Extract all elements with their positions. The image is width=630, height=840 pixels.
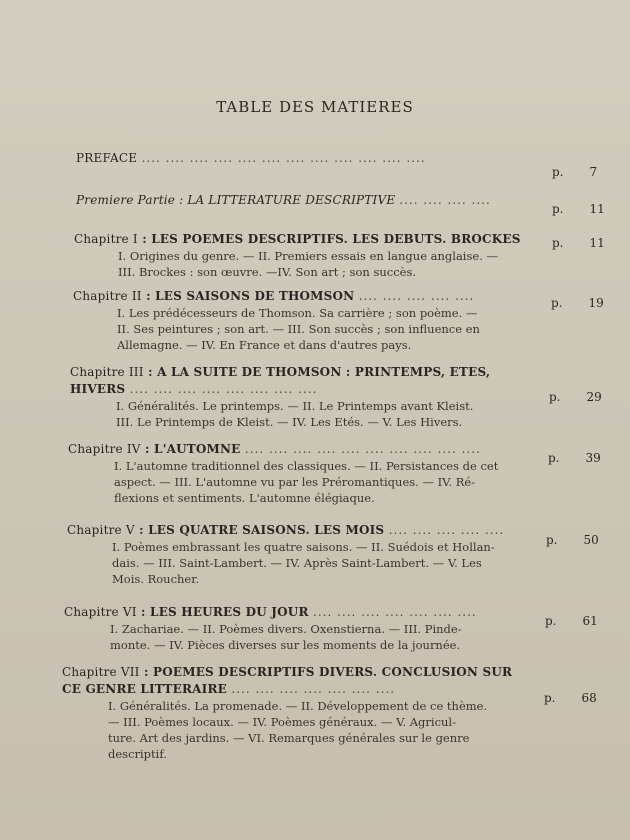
toc-page-ref	[548, 451, 601, 465]
page-number: 11	[589, 202, 605, 216]
toc-page-ref	[544, 691, 597, 705]
toc-leader-dots: .... .... .... .... ....	[358, 289, 475, 303]
toc-summary-line: III. Le Printemps de Kleist. — IV. Les Etés. — V. Les Hivers.	[116, 415, 463, 429]
page-number: 50	[583, 533, 599, 547]
toc-entry-summary	[114, 458, 498, 506]
toc-leader-dots: .... .... .... .... .... .... .... .... .... ....	[244, 442, 481, 456]
page-title: TABLE DES MATIERES	[216, 98, 414, 116]
toc-summary-line: I. Zachariae. — II. Poèmes divers. Oxenstierna. — III. Pinde-	[110, 622, 462, 636]
toc-summary-line: I. Généralités. La promenade. — II. Développement de ce thème.	[108, 699, 488, 713]
page-number: 39	[585, 451, 601, 465]
page-abbrev: p.	[546, 533, 558, 547]
toc-entry-heading	[76, 150, 426, 167]
toc-leader-dots: .... .... .... .... .... .... .... .... .... .... .... ....	[141, 151, 426, 165]
toc-entry-label: Chapitre II	[73, 289, 142, 303]
toc-entry-heading	[70, 364, 490, 398]
toc-summary-line: — III. Poèmes locaux. — IV. Poèmes généraux. — V. Agricul-	[108, 715, 456, 729]
toc-summary-line: III. Brockes : son œuvre. —IV. Son art ; son succès.	[118, 265, 417, 279]
toc-entry-label: Chapitre VII	[62, 665, 140, 679]
page-number: 29	[586, 390, 602, 404]
toc-summary-line: I. Généralités. Le printemps. — II. Le Printemps avant Kleist.	[116, 399, 474, 413]
toc-summary-line: I. Poèmes embrassant les quatre saisons. — II. Suédois et Hollan-	[112, 540, 495, 554]
toc-page-ref	[551, 296, 604, 310]
toc-summary-line: Allemagne. — IV. En France et dans d'autres pays.	[117, 338, 412, 352]
toc-entry-heading-line: : POEMES DESCRIPTIFS DIVERS. CONCLUSION SUR	[139, 665, 513, 679]
page-abbrev: p.	[552, 165, 564, 179]
toc-entry-label: Chapitre IV	[68, 442, 141, 456]
toc-page-ref	[549, 390, 602, 404]
toc-entry-heading-line: : LES POEMES DESCRIPTIFS. LES DEBUTS. BROCKES	[137, 232, 521, 246]
toc-leader-dots: .... .... .... .... ....	[388, 523, 505, 537]
page-abbrev: p.	[551, 296, 563, 310]
page-number: 7	[589, 165, 598, 179]
toc-entry-heading-line: : LES QUATRE SAISONS. LES MOIS	[134, 523, 385, 537]
page-number: 68	[581, 691, 597, 705]
toc-entry-heading	[76, 192, 491, 209]
toc-page-ref	[552, 165, 597, 179]
page-abbrev: p.	[549, 390, 561, 404]
toc-summary-line: I. Les prédécesseurs de Thomson. Sa carrière ; son poème. —	[117, 306, 478, 320]
toc-summary-line: Mois. Roucher.	[112, 572, 200, 586]
toc-page-ref	[552, 202, 605, 216]
toc-entry-heading-line: : LES SAISONS DE THOMSON	[141, 289, 355, 303]
toc-page-ref	[545, 614, 598, 628]
toc-entry-summary	[116, 398, 473, 430]
toc-summary-line: II. Ses peintures ; son art. — III. Son succès ; son influence en	[117, 322, 480, 336]
toc-entry-heading-line: : A LA SUITE DE THOMSON : PRINTEMPS, ETES,	[143, 365, 491, 379]
toc-entry-heading-line: : LES HEURES DU JOUR	[136, 605, 309, 619]
toc-entry-heading-line: : LA LITTERATURE DESCRIPTIVE	[175, 193, 396, 207]
toc-summary-line: dais. — III. Saint-Lambert. — IV. Après Saint-Lambert. — V. Les	[112, 556, 482, 570]
toc-entry-summary	[118, 248, 498, 280]
toc-page-ref	[546, 533, 599, 547]
toc-page-ref	[552, 236, 605, 250]
page-abbrev: p.	[544, 691, 556, 705]
page-abbrev: p.	[545, 614, 557, 628]
toc-entry-label: Chapitre III	[70, 365, 144, 379]
toc-leader-dots: .... .... .... .... .... .... .... ....	[129, 382, 318, 396]
toc-summary-line: descriptif.	[108, 747, 167, 761]
toc-entry-summary	[110, 621, 462, 653]
page-number: 61	[582, 614, 598, 628]
toc-leader-dots: .... .... .... ....	[399, 193, 491, 207]
toc-entry-heading	[68, 441, 481, 458]
toc-entry-heading	[64, 604, 477, 621]
toc-entry-label: PREFACE	[76, 151, 138, 165]
toc-entry-heading-line: CE GENRE LITTERAIRE	[62, 682, 227, 696]
page-abbrev: p.	[548, 451, 560, 465]
toc-entry-label: Chapitre I	[74, 232, 138, 246]
toc-entry-summary	[112, 539, 495, 587]
toc-entry-heading-line: HIVERS	[70, 382, 126, 396]
toc-entry-summary	[117, 305, 480, 353]
toc-summary-line: I. L'automne traditionnel des classiques. — II. Persistances de cet	[114, 459, 499, 473]
toc-entry-heading-line: : L'AUTOMNE	[140, 442, 241, 456]
toc-summary-line: I. Origines du genre. — II. Premiers essais en langue anglaise. —	[118, 249, 499, 263]
toc-entry-heading	[62, 664, 512, 698]
toc-summary-line: aspect. — III. L'automne vu par les Préromantiques. — IV. Ré-	[114, 475, 476, 489]
toc-entry-heading	[73, 288, 474, 305]
toc-entry-label: Chapitre V	[67, 523, 135, 537]
page-number: 19	[588, 296, 604, 310]
toc-entry-heading	[67, 522, 504, 539]
toc-leader-dots: .... .... .... .... .... .... ....	[231, 682, 396, 696]
toc-leader-dots: .... .... .... .... .... .... ....	[313, 605, 477, 619]
toc-entry-heading	[74, 231, 521, 248]
page-number: 11	[589, 236, 605, 250]
toc-entry-label: Chapitre VI	[64, 605, 137, 619]
toc-entry-summary	[108, 698, 487, 762]
page-abbrev: p.	[552, 236, 564, 250]
toc-entry-label: Premiere Partie	[76, 193, 176, 207]
toc-summary-line: monte. — IV. Pièces diverses sur les moments de la journée.	[110, 638, 461, 652]
toc-summary-line: flexions et sentiments. L'automne élégiaque.	[114, 491, 375, 505]
toc-summary-line: ture. Art des jardins. — VI. Remarques générales sur le genre	[108, 731, 470, 745]
page-abbrev: p.	[552, 202, 564, 216]
